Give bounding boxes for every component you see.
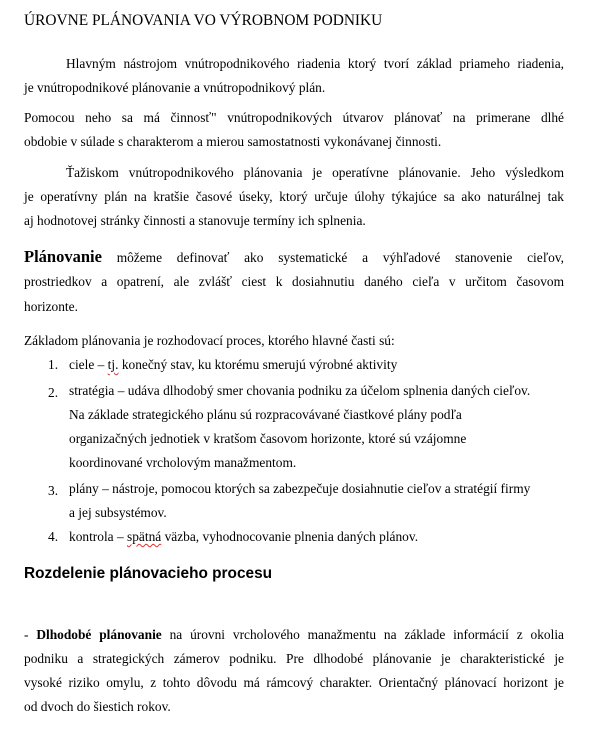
text-line: plány – nástroje, pomocou ktorých sa zabezpečuje dosiahnutie cieľov a stratégií firmy <box>69 481 531 496</box>
text-fragment: konečný stav, ku ktorému smerujú výrobné aktivity <box>118 357 398 372</box>
list-item <box>24 379 564 475</box>
text-fragment: môžeme definovať ako systematické a výhľadové stanovenie cieľov, <box>101 250 564 265</box>
list-item <box>24 477 564 525</box>
text-line <box>24 245 564 269</box>
text-line: je vnútropodnikové plánovanie a vnútropodnikový plán. <box>24 80 326 95</box>
text-line: obdobie v súlade s charakterom a mierou samostatnosti vykonávanej činnosti. <box>24 134 442 149</box>
list-item <box>24 525 564 549</box>
text-fragment: kontrola – <box>69 529 128 544</box>
text-line: koordinované vrcholovým manažmentom. <box>69 455 297 470</box>
paragraph-decision-process <box>24 329 564 353</box>
text-line: organizačných jednotiek v kratšom časovom horizonte, ktoré sú vzájomne <box>69 431 467 446</box>
text-line: aj hodnotovej stránky činnosti a stanovuje termíny ich splnenia. <box>24 213 366 228</box>
spelling-flag: tj. <box>107 357 119 372</box>
text-line: od dvoch do šiestich rokov. <box>24 699 171 714</box>
text-line <box>69 353 564 377</box>
paragraph-long-term-planning <box>24 623 564 719</box>
text-line: je operatívny plán na kratšie časové úseky, ktorý určuje úlohy týkajúce sa ako naturálnej tak <box>24 189 564 204</box>
text-line: horizonte. <box>24 299 78 314</box>
text-line: Základom plánovania je rozhodovací proces, ktorého hlavné časti sú: <box>24 333 395 348</box>
numbered-list <box>24 353 564 549</box>
text-line: a jej subsystémov. <box>69 505 167 520</box>
paragraph-planning-units <box>24 106 564 154</box>
document-title: ÚROVNE PLÁNOVANIA VO VÝROBNOM PODNIKU <box>24 12 383 29</box>
text-line <box>24 623 564 647</box>
text-fragment: - <box>24 627 37 642</box>
section-heading: Rozdelenie plánovacieho procesu <box>24 565 273 582</box>
text-line: Na základe strategického plánu sú rozpracovávané čiastkové plány podľa <box>69 407 462 422</box>
text-fragment: ciele – <box>69 357 108 372</box>
text-fragment: väzba, vyhodnocovanie plnenia daných plánov. <box>161 529 419 544</box>
list-number: 3. <box>48 483 59 498</box>
term-planovanie: Plánovanie <box>24 247 102 266</box>
text-line: podniku a strategických zámerov podniku. Pre dlhodobé plánovanie je charakteristické je <box>24 651 564 666</box>
text-fragment: na úrovni vrcholového manažmentu na základe informácií z okolia <box>161 627 564 642</box>
text-line: stratégia – udáva dlhodobý smer chovania podniku za účelom splnenia daných cieľov. <box>69 383 531 398</box>
text-line: vysoké riziko omylu, z tohto dôvodu má rámcový charakter. Orientačný plánovací horizont je <box>24 675 564 690</box>
spelling-flag: spätná <box>127 529 162 544</box>
list-number: 1. <box>48 357 59 372</box>
term-dlhodobe-planovanie: Dlhodobé plánovanie <box>36 627 162 642</box>
text-line: Ťažiskom vnútropodnikového plánovania je operatívne plánovanie. Jeho výsledkom <box>66 165 564 180</box>
text-line: Pomocou neho sa má činnosť" vnútropodnikových útvarov plánovať na primerane dlhé <box>24 110 564 125</box>
list-number: 4. <box>48 529 59 544</box>
text-line: prostriedkov a opatrení, ale zvlášť ciest k dosiahnutiu daného cieľa v určitom časovom <box>24 274 564 289</box>
list-number: 2. <box>48 385 59 400</box>
text-line: Hlavným nástrojom vnútropodnikového riadenia ktorý tvorí základ priameho riadenia, <box>66 56 564 71</box>
list-item <box>24 353 564 377</box>
text-line <box>69 525 564 549</box>
paragraph-main-tool <box>24 52 564 100</box>
paragraph-planning-definition <box>24 245 564 319</box>
paragraph-operative-planning <box>24 161 564 233</box>
